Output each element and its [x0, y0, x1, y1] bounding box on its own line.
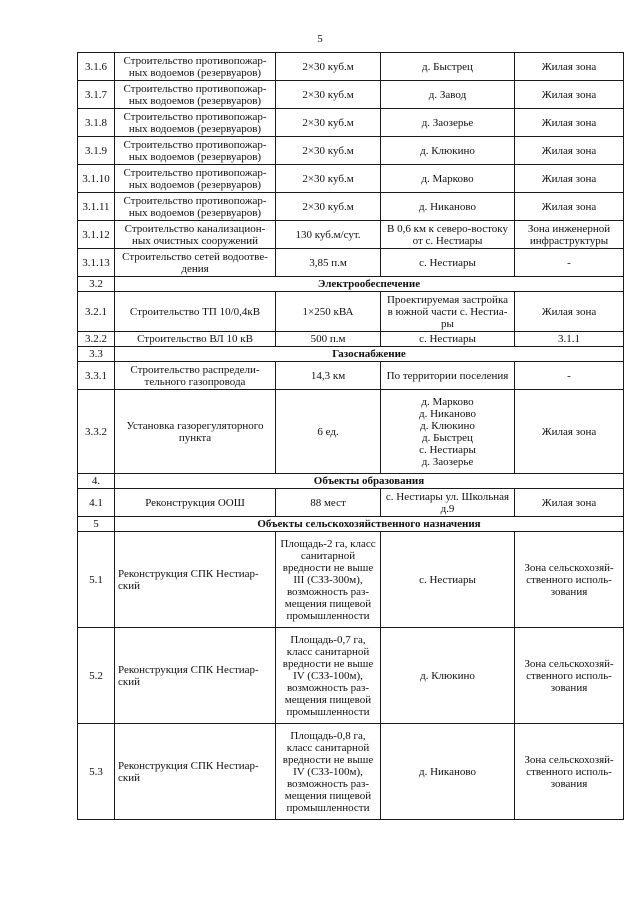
section-title: Газоснабжение [115, 347, 624, 362]
row-number: 5 [78, 517, 115, 532]
object-location: д. Клюкино [381, 137, 515, 165]
object-name: Строительство сетей водоотве-дения [115, 249, 276, 277]
object-zone: Зона сельскохозяй-ственного исполь-зования [515, 724, 624, 820]
object-location: В 0,6 км к северо-востоку от с. Нестиары [381, 221, 515, 249]
object-amount: 14,3 км [276, 362, 381, 390]
object-name: Строительство противопожар-ных водоемов (резервуаров) [115, 53, 276, 81]
object-zone: Зона инженерной инфраструктуры [515, 221, 624, 249]
object-zone: Жилая зона [515, 137, 624, 165]
table-row [78, 109, 624, 137]
object-location: д. Марково [381, 165, 515, 193]
object-name: Строительство противопожар-ных водоемов (резервуаров) [115, 193, 276, 221]
object-location: По территории поселения [381, 362, 515, 390]
object-amount: 2×30 куб.м [276, 165, 381, 193]
object-zone: Жилая зона [515, 489, 624, 517]
table-row [78, 724, 624, 820]
row-number: 3.1.10 [78, 165, 115, 193]
object-zone: Жилая зона [515, 81, 624, 109]
row-number: 3.3.2 [78, 390, 115, 474]
row-number: 3.1.12 [78, 221, 115, 249]
object-name: Строительство противопожар-ных водоемов (резервуаров) [115, 165, 276, 193]
object-zone: Жилая зона [515, 165, 624, 193]
row-number: 3.1.11 [78, 193, 115, 221]
table-row [78, 390, 624, 474]
object-location: д. Быстрец [381, 53, 515, 81]
object-zone: - [515, 249, 624, 277]
section-row [78, 474, 624, 489]
object-zone: 3.1.1 [515, 332, 624, 347]
object-amount: 500 п.м [276, 332, 381, 347]
object-amount: 3,85 п.м [276, 249, 381, 277]
object-name: Строительство противопожар-ных водоемов (резервуаров) [115, 137, 276, 165]
row-number: 3.2 [78, 277, 115, 292]
object-amount: 88 мест [276, 489, 381, 517]
row-number: 3.2.2 [78, 332, 115, 347]
object-amount: 2×30 куб.м [276, 137, 381, 165]
table-row [78, 193, 624, 221]
table-row [78, 332, 624, 347]
objects-table [77, 52, 624, 820]
object-amount: 2×30 куб.м [276, 193, 381, 221]
row-number: 4. [78, 474, 115, 489]
row-number: 3.3.1 [78, 362, 115, 390]
object-location: с. Нестиары [381, 249, 515, 277]
object-name: Реконструкция ООШ [115, 489, 276, 517]
object-location: Проектируемая застройка в южной части с. Нестиа-ры [381, 292, 515, 332]
object-amount: 2×30 куб.м [276, 109, 381, 137]
object-location: д. Завод [381, 81, 515, 109]
object-amount: 1×250 кВА [276, 292, 381, 332]
object-amount: 130 куб.м/сут. [276, 221, 381, 249]
section-row [78, 347, 624, 362]
row-number: 3.1.6 [78, 53, 115, 81]
object-name: Реконструкция СПК Нестиар-ский [115, 532, 276, 628]
object-name: Строительство противопожар-ных водоемов (резервуаров) [115, 81, 276, 109]
object-location: д. Никаново [381, 193, 515, 221]
row-number: 5.3 [78, 724, 115, 820]
row-number: 5.2 [78, 628, 115, 724]
row-number: 3.1.13 [78, 249, 115, 277]
row-number: 3.2.1 [78, 292, 115, 332]
table-body [78, 53, 624, 820]
object-amount: 6 ед. [276, 390, 381, 474]
table-row [78, 292, 624, 332]
object-zone: Жилая зона [515, 109, 624, 137]
section-title: Объекты образования [115, 474, 624, 489]
object-zone: - [515, 362, 624, 390]
table-row [78, 221, 624, 249]
row-number: 3.1.8 [78, 109, 115, 137]
section-title: Электрообеспечение [115, 277, 624, 292]
row-number: 3.1.7 [78, 81, 115, 109]
table-row [78, 53, 624, 81]
object-name: Реконструкция СПК Нестиар-ский [115, 628, 276, 724]
object-zone: Жилая зона [515, 390, 624, 474]
object-location: с. Нестиары ул. Школьная д.9 [381, 489, 515, 517]
object-location: с. Нестиары [381, 332, 515, 347]
object-name: Строительство ТП 10/0,4кВ [115, 292, 276, 332]
table-row [78, 165, 624, 193]
object-amount: Площадь-2 га, класс санитарной вредности не выше III (СЗЗ-300м), возможность раз-мещения пищевой промышленности [276, 532, 381, 628]
object-zone: Жилая зона [515, 193, 624, 221]
table-row [78, 81, 624, 109]
object-name: Установка газорегуляторного пункта [115, 390, 276, 474]
page-number: 5 [317, 33, 323, 45]
object-location: д. Клюкино [381, 628, 515, 724]
object-amount: 2×30 куб.м [276, 53, 381, 81]
object-location: с. Нестиары [381, 532, 515, 628]
section-title: Объекты сельскохозяйственного назначения [115, 517, 624, 532]
object-name: Строительство противопожар-ных водоемов (резервуаров) [115, 109, 276, 137]
row-number: 4.1 [78, 489, 115, 517]
table-row [78, 532, 624, 628]
object-location: д. Заозерье [381, 109, 515, 137]
object-name: Строительство распредели-тельного газопровода [115, 362, 276, 390]
object-zone: Жилая зона [515, 292, 624, 332]
object-zone: Жилая зона [515, 53, 624, 81]
object-name: Строительство канализацион-ных очистных сооружений [115, 221, 276, 249]
object-name: Реконструкция СПК Нестиар-ский [115, 724, 276, 820]
object-zone: Зона сельскохозяй-ственного исполь-зования [515, 532, 624, 628]
table-row [78, 628, 624, 724]
object-amount: Площадь-0,8 га, класс санитарной вредности не выше IV (СЗЗ-100м), возможность раз-мещения пищевой промышленности [276, 724, 381, 820]
row-number: 5.1 [78, 532, 115, 628]
section-row [78, 277, 624, 292]
table-row [78, 249, 624, 277]
row-number: 3.3 [78, 347, 115, 362]
table-row [78, 137, 624, 165]
object-amount: Площадь-0,7 га, класс санитарной вредности не выше IV (СЗЗ-100м), возможность раз-мещения пищевой промышленности [276, 628, 381, 724]
object-amount: 2×30 куб.м [276, 81, 381, 109]
object-location: д. Марково д. Никаново д. Клюкино д. Быстрец с. Нестиары д. Заозерье [381, 390, 515, 474]
object-location: д. Никаново [381, 724, 515, 820]
object-zone: Зона сельскохозяй-ственного исполь-зования [515, 628, 624, 724]
table-row [78, 362, 624, 390]
object-name: Строительство ВЛ 10 кВ [115, 332, 276, 347]
section-row [78, 517, 624, 532]
table-row [78, 489, 624, 517]
row-number: 3.1.9 [78, 137, 115, 165]
